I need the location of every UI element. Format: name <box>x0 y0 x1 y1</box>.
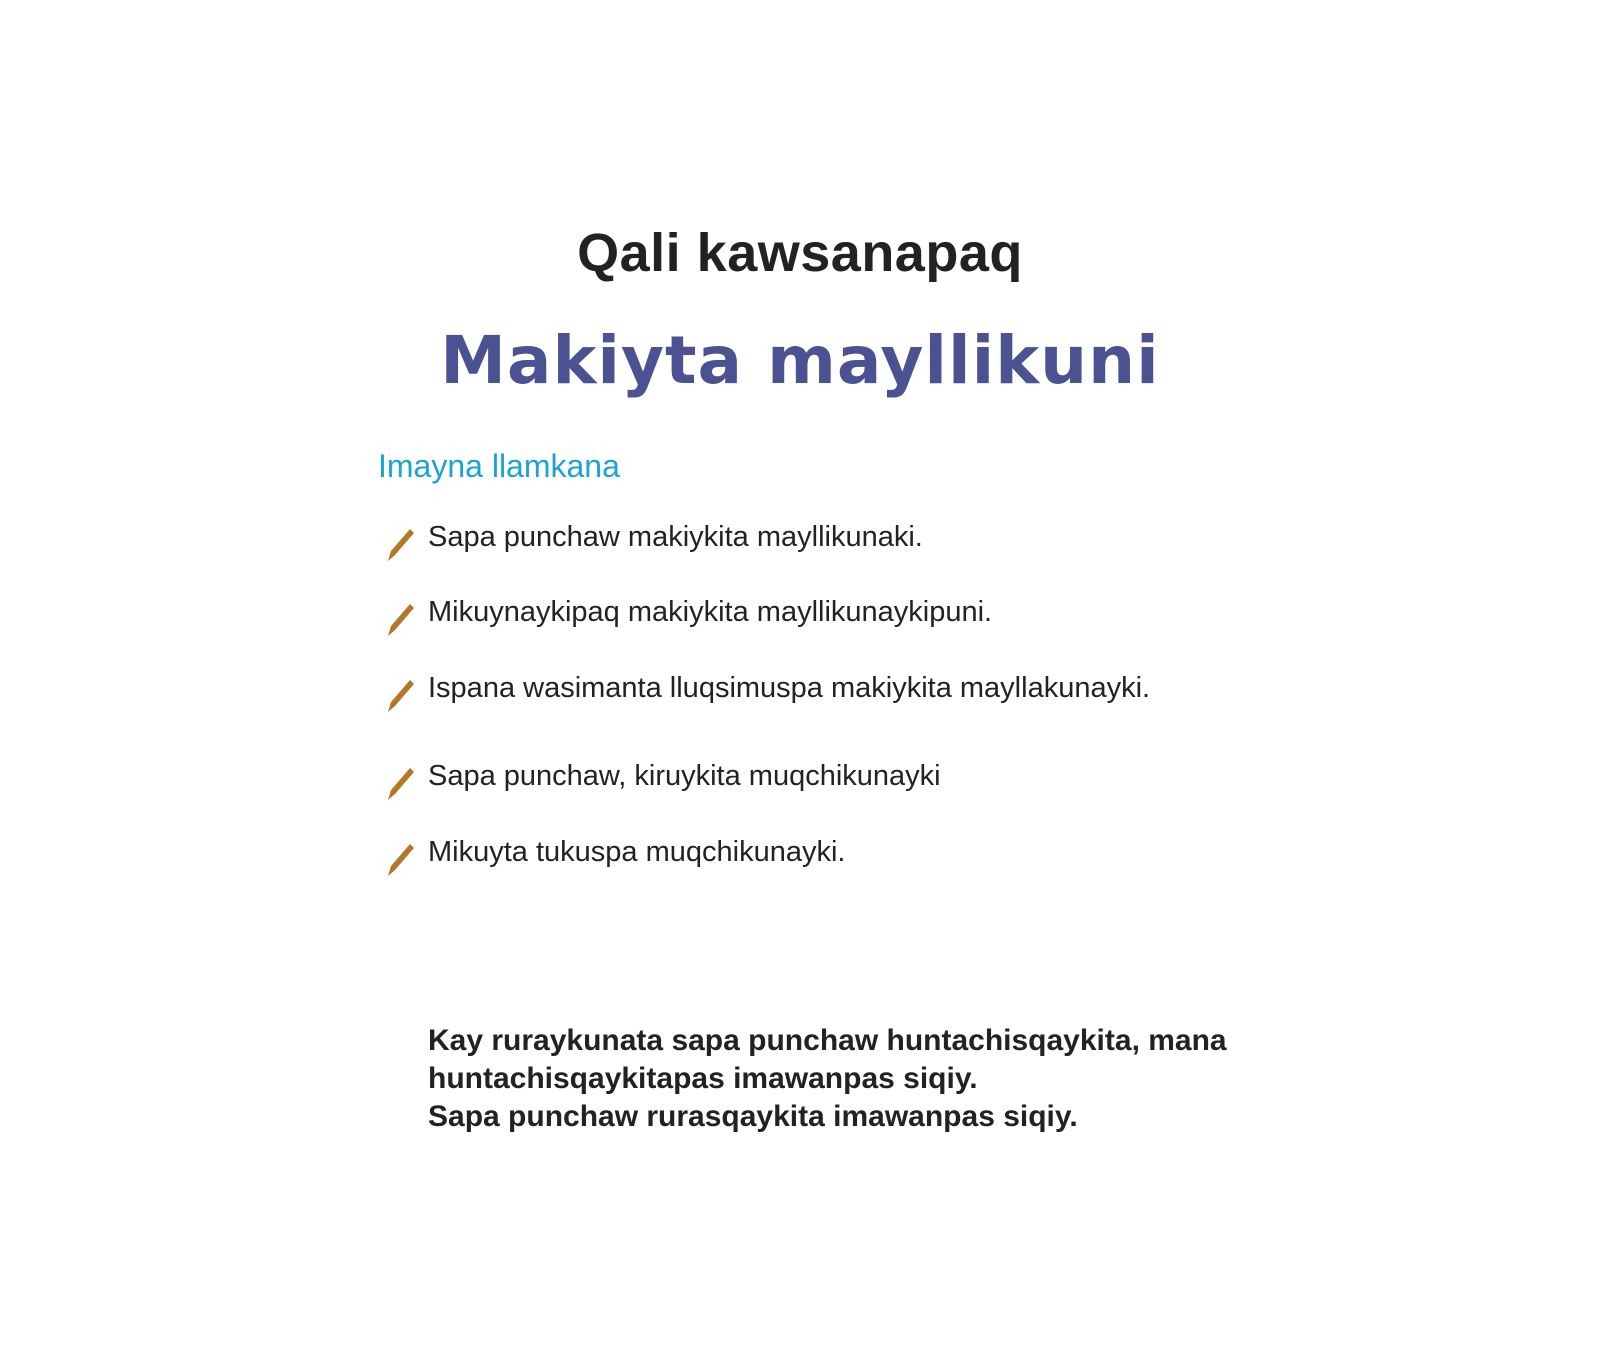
section-label: Imayna llamkana <box>378 448 620 484</box>
pencil-icon <box>386 840 416 878</box>
step-text: Mikuyta tukuspa muqchikunayki. <box>428 836 846 868</box>
list-item <box>386 670 1286 714</box>
list-item <box>386 758 1286 802</box>
note-line: Kay ruraykunata sapa punchaw huntachisqaykita, mana <box>428 1024 1227 1057</box>
pencil-icon <box>386 764 416 802</box>
step-text: Sapa punchaw, kiruykita muqchikunayki <box>428 760 941 792</box>
note-line: huntachisqaykitapas imawanpas siqiy. <box>428 1062 978 1095</box>
pencil-icon <box>386 676 416 714</box>
step-text: Sapa punchaw makiykita mayllikunaki. <box>428 521 923 553</box>
list-item <box>386 519 1286 563</box>
list-item <box>386 594 1286 638</box>
pencil-icon <box>386 600 416 638</box>
note-line: Sapa punchaw rurasqaykita imawanpas siqiy. <box>428 1100 1078 1133</box>
pencil-icon <box>386 525 416 563</box>
page-heading: Qali kawsanapaq <box>577 223 1023 283</box>
page-title: Makiyta mayllikuni <box>440 322 1160 399</box>
step-text: Ispana wasimanta lluqsimuspa makiykita mayllakunayki. <box>428 672 1151 704</box>
note-paragraph <box>428 1022 1428 1136</box>
instruction-list <box>386 0 1286 1354</box>
list-item <box>386 834 1286 878</box>
step-text: Mikuynaykipaq makiykita mayllikunaykipuni. <box>428 596 993 628</box>
